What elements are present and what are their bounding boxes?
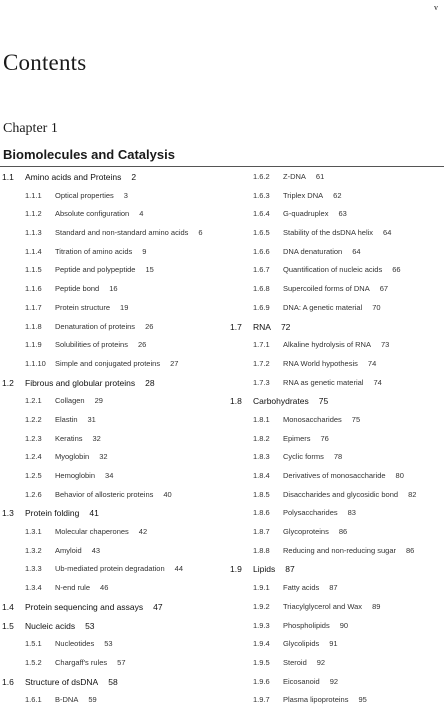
toc-entry-page: 73 <box>380 340 390 350</box>
toc-section-entry[interactable] <box>0 504 222 523</box>
toc-entry-number: 1.1.4 <box>25 246 42 256</box>
toc-subsection-entry[interactable] <box>228 374 444 393</box>
toc-subsection-entry[interactable] <box>228 654 444 673</box>
toc-entry-title-wrap <box>55 486 172 505</box>
toc-entry-title-wrap <box>55 560 183 579</box>
toc-subsection-entry[interactable] <box>228 168 444 187</box>
toc-entry-number: 1.1.2 <box>25 209 42 219</box>
toc-entry-number: 1.6.1 <box>25 695 42 705</box>
toc-subsection-entry[interactable] <box>0 261 222 280</box>
toc-entry-number: 1.6.6 <box>253 246 270 256</box>
toc-entry-title: Triplex DNA <box>283 190 324 200</box>
toc-entry-title: Amino acids and Proteins <box>25 172 122 182</box>
toc-entry-page: 47 <box>153 601 163 612</box>
toc-entry-number: 1.3.4 <box>25 583 42 593</box>
toc-entry-title-wrap <box>25 504 99 523</box>
toc-entry-number: 1.2 <box>2 377 14 388</box>
toc-entry-page: 26 <box>137 340 147 350</box>
toc-entry-title-wrap <box>55 318 153 337</box>
toc-entry-title: Carbohydrates <box>253 396 309 407</box>
toc-subsection-entry[interactable] <box>0 392 222 411</box>
toc-entry-title-wrap <box>283 280 388 299</box>
toc-entry-title: Myoglobin <box>55 452 90 462</box>
toc-entry-title: DNA denaturation <box>283 246 343 256</box>
toc-entry-number: 1.9.4 <box>253 639 270 649</box>
toc-entry-title: Structure of dsDNA <box>25 676 99 687</box>
toc-entry-title: Collagen <box>55 396 85 406</box>
toc-entry-number: 1.2.6 <box>25 489 42 499</box>
toc-entry-title-wrap <box>55 448 108 467</box>
toc-entry-number: 1.6.7 <box>253 265 270 275</box>
toc-entry-number: 1.1.3 <box>25 228 42 238</box>
toc-entry-title: Simple and conjugated proteins <box>55 358 161 368</box>
toc-entry-title-wrap <box>55 205 143 224</box>
toc-entry-title: Fatty acids <box>283 583 320 593</box>
toc-entry-title: Triacylglycerol and Wax <box>283 601 363 611</box>
toc-entry-page: 28 <box>145 377 155 388</box>
toc-entry-page: 83 <box>347 508 356 518</box>
toc-entry-title-wrap <box>55 691 97 710</box>
toc-entry-page: 46 <box>100 583 109 593</box>
toc-entry-number: 1.1.5 <box>25 265 42 275</box>
toc-entry-page: 34 <box>105 471 114 480</box>
toc-entry-title-wrap <box>55 243 146 262</box>
toc-entry-title-wrap <box>55 224 203 243</box>
toc-subsection-entry[interactable] <box>0 299 222 318</box>
toc-entry-title: Titration of amino acids <box>55 246 133 256</box>
toc-subsection-entry[interactable] <box>0 523 222 542</box>
toc-entry-title-wrap <box>283 504 356 523</box>
toc-entry-title-wrap <box>55 430 101 449</box>
toc-subsection-entry[interactable] <box>0 579 222 598</box>
toc-entry-title-wrap <box>25 374 155 393</box>
toc-subsection-entry[interactable] <box>0 187 222 206</box>
toc-entry-page: 64 <box>352 246 361 256</box>
toc-entry-number: 1.2.2 <box>25 414 42 424</box>
toc-entry-number: 1.3.2 <box>25 545 42 555</box>
toc-subsection-entry[interactable] <box>0 448 222 467</box>
toc-entry-title-wrap <box>283 374 382 393</box>
toc-entry-page: 89 <box>372 601 381 611</box>
toc-entry-title-wrap <box>283 187 342 206</box>
toc-entry-title: Cyclic forms <box>283 452 324 462</box>
toc-entry-number: 1.5.2 <box>25 657 42 667</box>
toc-entry-title-wrap <box>55 280 118 299</box>
toc-entry-title-wrap <box>283 523 347 542</box>
toc-entry-page: 9 <box>142 246 147 256</box>
toc-entry-title-wrap <box>283 448 342 467</box>
toc-entry-title-wrap <box>55 187 128 206</box>
toc-entry-title-wrap <box>283 654 325 673</box>
toc-entry-number: 1.7.3 <box>253 377 270 387</box>
toc-subsection-entry[interactable] <box>228 224 444 243</box>
toc-entry-title: Absolute configuration <box>55 209 130 219</box>
toc-entry-page: 19 <box>120 302 129 312</box>
toc-entry-page: 32 <box>99 452 108 462</box>
toc-subsection-entry[interactable] <box>0 243 222 262</box>
toc-entry-number: 1.9.2 <box>253 601 270 611</box>
toc-entry-page: 86 <box>338 527 348 537</box>
toc-entry-page: 87 <box>329 583 338 593</box>
toc-subsection-entry[interactable] <box>228 411 444 430</box>
toc-entry-number: 1.1.7 <box>25 302 42 312</box>
toc-entry-title-wrap <box>283 467 404 486</box>
toc-subsection-entry[interactable] <box>228 598 444 617</box>
toc-entry-title-wrap <box>25 598 163 617</box>
toc-subsection-entry[interactable] <box>0 560 222 579</box>
toc-subsection-entry[interactable] <box>228 261 444 280</box>
toc-entry-page: 42 <box>138 527 148 537</box>
toc-entry-number: 1.6.2 <box>253 172 270 181</box>
toc-subsection-entry[interactable] <box>228 355 444 374</box>
toc-entry-page: 64 <box>383 228 392 238</box>
toc-entry-title-wrap <box>25 168 136 187</box>
toc-entry-title-wrap <box>55 635 113 654</box>
toc-entry-title: Protein folding <box>25 508 80 519</box>
toc-entry-page: 92 <box>329 676 339 686</box>
toc-subsection-entry[interactable] <box>228 617 444 636</box>
chapter-divider <box>0 166 444 167</box>
toc-entry-page: 87 <box>285 564 295 575</box>
toc-subsection-entry[interactable] <box>228 504 444 523</box>
toc-entry-number: 1.8.8 <box>253 545 270 555</box>
toc-subsection-entry[interactable] <box>228 243 444 262</box>
toc-entry-title-wrap <box>283 673 338 692</box>
page-number: v <box>434 3 438 12</box>
toc-entry-title-wrap <box>283 336 389 355</box>
toc-entry-title: Glycoproteins <box>283 527 329 537</box>
toc-entry-title: Plasma lipoproteins <box>283 695 349 705</box>
toc-entry-number: 1.9.6 <box>253 676 270 686</box>
toc-subsection-entry[interactable] <box>0 205 222 224</box>
toc-entry-title: N-end rule <box>55 583 91 593</box>
toc-subsection-entry[interactable] <box>0 411 222 430</box>
chapter-title: Biomolecules and Catalysis <box>3 147 175 162</box>
toc-entry-number: 1.1.1 <box>25 190 42 200</box>
toc-section-entry[interactable] <box>0 598 222 617</box>
toc-entry-page: 6 <box>198 228 203 238</box>
toc-entry-number: 1.8.4 <box>253 471 270 480</box>
toc-subsection-entry[interactable] <box>228 635 444 654</box>
toc-subsection-entry[interactable] <box>0 355 222 374</box>
toc-entry-number: 1.8.6 <box>253 508 270 518</box>
toc-subsection-entry[interactable] <box>228 673 444 692</box>
toc-entry-title: Protein structure <box>55 302 111 312</box>
toc-entry-title-wrap <box>55 261 154 280</box>
toc-entry-number: 1.8.5 <box>253 489 270 499</box>
toc-entry-number: 1.6.9 <box>253 302 270 312</box>
toc-subsection-entry[interactable] <box>228 579 444 598</box>
toc-entry-page: 66 <box>392 265 401 275</box>
toc-entry-page: 63 <box>338 209 347 219</box>
toc-entry-page: 41 <box>89 508 99 519</box>
toc-entry-number: 1.3 <box>2 508 14 519</box>
toc-subsection-entry[interactable] <box>228 280 444 299</box>
toc-entry-title-wrap <box>55 523 147 542</box>
toc-entry-title-wrap <box>283 617 348 636</box>
toc-entry-title-wrap <box>283 243 361 262</box>
toc-entry-title: Polysaccharides <box>283 508 338 518</box>
toc-entry-title: Monosaccharides <box>283 414 342 424</box>
toc-entry-page: 27 <box>170 358 179 368</box>
toc-entry-title: Amyloid <box>55 545 82 555</box>
toc-entry-number: 1.6.4 <box>253 209 270 219</box>
toc-entry-page: 92 <box>316 657 326 667</box>
toc-entry-page: 72 <box>280 321 291 332</box>
toc-entry-title: Denaturation of proteins <box>55 321 136 331</box>
toc-entry-title: Z-DNA <box>283 172 306 181</box>
toc-section-entry[interactable] <box>0 168 222 187</box>
toc-entry-page: 78 <box>333 452 343 462</box>
toc-entry-title-wrap <box>55 467 113 486</box>
toc-entry-title-wrap <box>55 542 100 561</box>
toc-entry-page: 3 <box>123 190 128 200</box>
toc-entry-title: Peptide and polypeptide <box>55 265 136 275</box>
toc-entry-number: 1.2.4 <box>25 452 42 462</box>
toc-entry-title: RNA World hypothesis <box>283 358 358 368</box>
toc-entry-title: Epimers <box>283 433 311 443</box>
toc-entry-page: 58 <box>108 676 118 687</box>
toc-entry-title: Molecular chaperones <box>55 527 129 537</box>
toc-entry-title: Peptide bond <box>55 284 100 294</box>
toc-entry-number: 1.2.1 <box>25 396 42 406</box>
toc-entry-page: 90 <box>339 620 349 630</box>
toc-subsection-entry[interactable] <box>228 187 444 206</box>
toc-section-entry[interactable] <box>0 374 222 393</box>
toc-entry-page: 70 <box>372 302 381 312</box>
toc-entry-number: 1.8.3 <box>253 452 270 462</box>
toc-entry-number: 1.8.2 <box>253 433 270 443</box>
chapter-label: Chapter 1 <box>3 121 58 136</box>
toc-entry-title: Reducing and non-reducing sugar <box>283 545 396 555</box>
toc-subsection-entry[interactable] <box>228 205 444 224</box>
toc-entry-title: Stability of the dsDNA helix <box>283 228 374 238</box>
toc-subsection-entry[interactable] <box>228 299 444 318</box>
toc-subsection-entry[interactable] <box>0 486 222 505</box>
toc-entry-number: 1.5 <box>2 620 14 631</box>
toc-entry-title-wrap <box>253 560 295 579</box>
toc-entry-number: 1.1.9 <box>25 340 42 350</box>
toc-subsection-entry[interactable] <box>0 467 222 486</box>
toc-entry-title-wrap <box>253 392 328 411</box>
toc-entry-page: 75 <box>318 396 329 407</box>
toc-entry-title: Chargaff's rules <box>55 657 108 667</box>
toc-entry-page: 67 <box>379 284 389 294</box>
toc-entry-title: Supercoiled forms of DNA <box>283 284 370 294</box>
toc-entry-title: Steroid <box>283 657 307 667</box>
toc-entry-page: 86 <box>406 545 415 555</box>
toc-entry-title-wrap <box>55 654 126 673</box>
contents-title: Contents <box>3 50 87 75</box>
toc-entry-page: 31 <box>87 414 96 424</box>
toc-subsection-entry[interactable] <box>228 691 444 710</box>
toc-entry-title: Standard and non-standard amino acids <box>55 228 189 238</box>
toc-entry-number: 1.1 <box>2 172 14 182</box>
toc-entry-title: Derivatives of monosaccharide <box>283 471 386 480</box>
toc-entry-page: 16 <box>109 284 118 294</box>
toc-subsection-entry[interactable] <box>228 486 444 505</box>
toc-entry-number: 1.3.3 <box>25 564 42 574</box>
toc-entry-page: 32 <box>92 433 101 443</box>
toc-entry-page: 82 <box>408 489 417 499</box>
toc-entry-title: Lipids <box>253 564 276 575</box>
toc-entry-title: Behavior of allosteric proteins <box>55 489 154 499</box>
toc-entry-page: 74 <box>373 377 382 387</box>
toc-left-column <box>0 168 222 710</box>
toc-entry-title-wrap <box>283 205 347 224</box>
toc-entry-number: 1.9.5 <box>253 657 270 667</box>
toc-entry-number: 1.3.1 <box>25 527 42 537</box>
toc-entry-title: Quantification of nucleic acids <box>283 265 383 275</box>
toc-entry-page: 4 <box>139 209 144 219</box>
toc-entry-page: 91 <box>329 639 338 649</box>
toc-entry-number: 1.6.8 <box>253 284 270 294</box>
toc-entry-number: 1.2.5 <box>25 471 42 480</box>
toc-entry-title-wrap <box>55 299 128 318</box>
toc-subsection-entry[interactable] <box>0 691 222 710</box>
toc-entry-title-wrap <box>283 168 324 187</box>
toc-entry-title: Alkaline hydrolysis of RNA <box>283 340 371 350</box>
toc-entry-number: 1.1.6 <box>25 284 42 294</box>
toc-entry-number: 1.9.3 <box>253 620 270 630</box>
toc-entry-page: 80 <box>395 471 404 480</box>
toc-entry-number: 1.2.3 <box>25 433 42 443</box>
toc-entry-number: 1.6.5 <box>253 228 270 238</box>
toc-entry-title: Disaccharides and glycosidic bond <box>283 489 399 499</box>
toc-subsection-entry[interactable] <box>0 430 222 449</box>
toc-entry-title-wrap <box>283 299 381 318</box>
toc-entry-number: 1.9 <box>230 564 242 575</box>
toc-entry-title: Phospholipids <box>283 620 330 630</box>
toc-entry-page: 26 <box>145 321 154 331</box>
toc-entry-title: Elastin <box>55 414 78 424</box>
toc-entry-title: B-DNA <box>55 695 79 705</box>
toc-entry-number: 1.8.1 <box>253 414 270 424</box>
toc-entry-number: 1.5.1 <box>25 639 42 649</box>
toc-subsection-entry[interactable] <box>228 336 444 355</box>
toc-section-entry[interactable] <box>228 560 444 579</box>
toc-entry-page: 43 <box>91 545 101 555</box>
toc-entry-title: Ub-mediated protein degradation <box>55 564 165 574</box>
toc-entry-number: 1.6.3 <box>253 190 270 200</box>
toc-entry-page: 74 <box>367 358 377 368</box>
toc-entry-page: 95 <box>358 695 367 705</box>
toc-subsection-entry[interactable] <box>0 336 222 355</box>
toc-section-entry[interactable] <box>0 617 222 636</box>
toc-entry-title-wrap <box>253 318 290 337</box>
toc-entry-page: 57 <box>117 657 126 667</box>
toc-entry-title: G-quadruplex <box>283 209 329 219</box>
toc-subsection-entry[interactable] <box>0 318 222 337</box>
toc-subsection-entry[interactable] <box>228 542 444 561</box>
toc-entry-number: 1.4 <box>2 601 14 612</box>
toc-entry-page: 62 <box>333 190 342 200</box>
toc-entry-title: Nucleotides <box>55 639 95 649</box>
toc-entry-title-wrap <box>55 355 178 374</box>
toc-entry-title-wrap <box>283 430 329 449</box>
toc-entry-title-wrap <box>283 579 338 598</box>
toc-entry-page: 53 <box>104 639 113 649</box>
toc-entry-page: 59 <box>88 695 97 705</box>
toc-section-entry[interactable] <box>228 318 444 337</box>
toc-entry-page: 2 <box>131 172 137 182</box>
toc-entry-title-wrap <box>283 542 414 561</box>
toc-entry-title: DNA: A genetic material <box>283 302 363 312</box>
toc-entry-number: 1.9.7 <box>253 695 270 705</box>
toc-section-entry[interactable] <box>0 673 222 692</box>
toc-right-column <box>228 168 444 710</box>
toc-entry-title-wrap <box>283 486 416 505</box>
toc-entry-title: Fibrous and globular proteins <box>25 377 136 388</box>
toc-entry-title-wrap <box>55 579 108 598</box>
toc-subsection-entry[interactable] <box>0 635 222 654</box>
toc-entry-page: 76 <box>320 433 329 443</box>
toc-entry-title: Eicosanoid <box>283 676 320 686</box>
toc-entry-number: 1.9.1 <box>253 583 270 593</box>
toc-subsection-entry[interactable] <box>0 542 222 561</box>
toc-subsection-entry[interactable] <box>228 467 444 486</box>
toc-subsection-entry[interactable] <box>0 654 222 673</box>
toc-entry-title-wrap <box>25 673 118 692</box>
toc-entry-title-wrap <box>283 598 380 617</box>
toc-entry-title: Keratins <box>55 433 83 443</box>
toc-entry-title: Optical properties <box>55 190 114 200</box>
toc-entry-number: 1.8 <box>230 396 242 407</box>
toc-entry-title-wrap <box>283 355 376 374</box>
toc-entry-title-wrap <box>283 691 367 710</box>
toc-entry-page: 61 <box>315 172 325 181</box>
toc-entry-page: 53 <box>85 620 95 631</box>
toc-subsection-entry[interactable] <box>228 523 444 542</box>
toc-entry-page: 15 <box>145 265 154 275</box>
toc-entry-title-wrap <box>283 411 360 430</box>
toc-entry-number: 1.7.1 <box>253 340 270 350</box>
toc-entry-title: Nucleic acids <box>25 620 76 631</box>
toc-entry-page: 40 <box>163 489 172 499</box>
toc-section-entry[interactable] <box>228 392 444 411</box>
toc-entry-title: Glycolipids <box>283 639 320 649</box>
toc-entry-title: Solubilities of proteins <box>55 340 128 350</box>
toc-entry-number: 1.1.10 <box>25 358 46 368</box>
toc-entry-title-wrap <box>283 635 338 654</box>
toc-entry-title: Hemoglobin <box>55 471 96 480</box>
toc-entry-number: 1.7.2 <box>253 358 270 368</box>
toc-entry-title-wrap <box>55 411 96 430</box>
toc-entry-number: 1.8.7 <box>253 527 270 537</box>
toc-subsection-entry[interactable] <box>228 430 444 449</box>
toc-subsection-entry[interactable] <box>228 448 444 467</box>
toc-entry-page: 75 <box>351 414 361 424</box>
toc-entry-title-wrap <box>55 392 103 411</box>
toc-entry-title-wrap <box>25 617 95 636</box>
toc-entry-page: 44 <box>174 564 183 574</box>
toc-entry-title: Protein sequencing and assays <box>25 601 144 612</box>
toc-entry-title-wrap <box>55 336 146 355</box>
toc-entry-number: 1.6 <box>2 676 14 687</box>
toc-entry-number: 1.7 <box>230 321 242 332</box>
toc-entry-title-wrap <box>283 224 391 243</box>
toc-entry-title-wrap <box>283 261 401 280</box>
toc-subsection-entry[interactable] <box>0 224 222 243</box>
toc-entry-number: 1.1.8 <box>25 321 42 331</box>
toc-entry-page: 29 <box>94 396 103 406</box>
toc-subsection-entry[interactable] <box>0 280 222 299</box>
toc-entry-title: RNA as genetic material <box>283 377 364 387</box>
toc-entry-title: RNA <box>253 321 271 332</box>
